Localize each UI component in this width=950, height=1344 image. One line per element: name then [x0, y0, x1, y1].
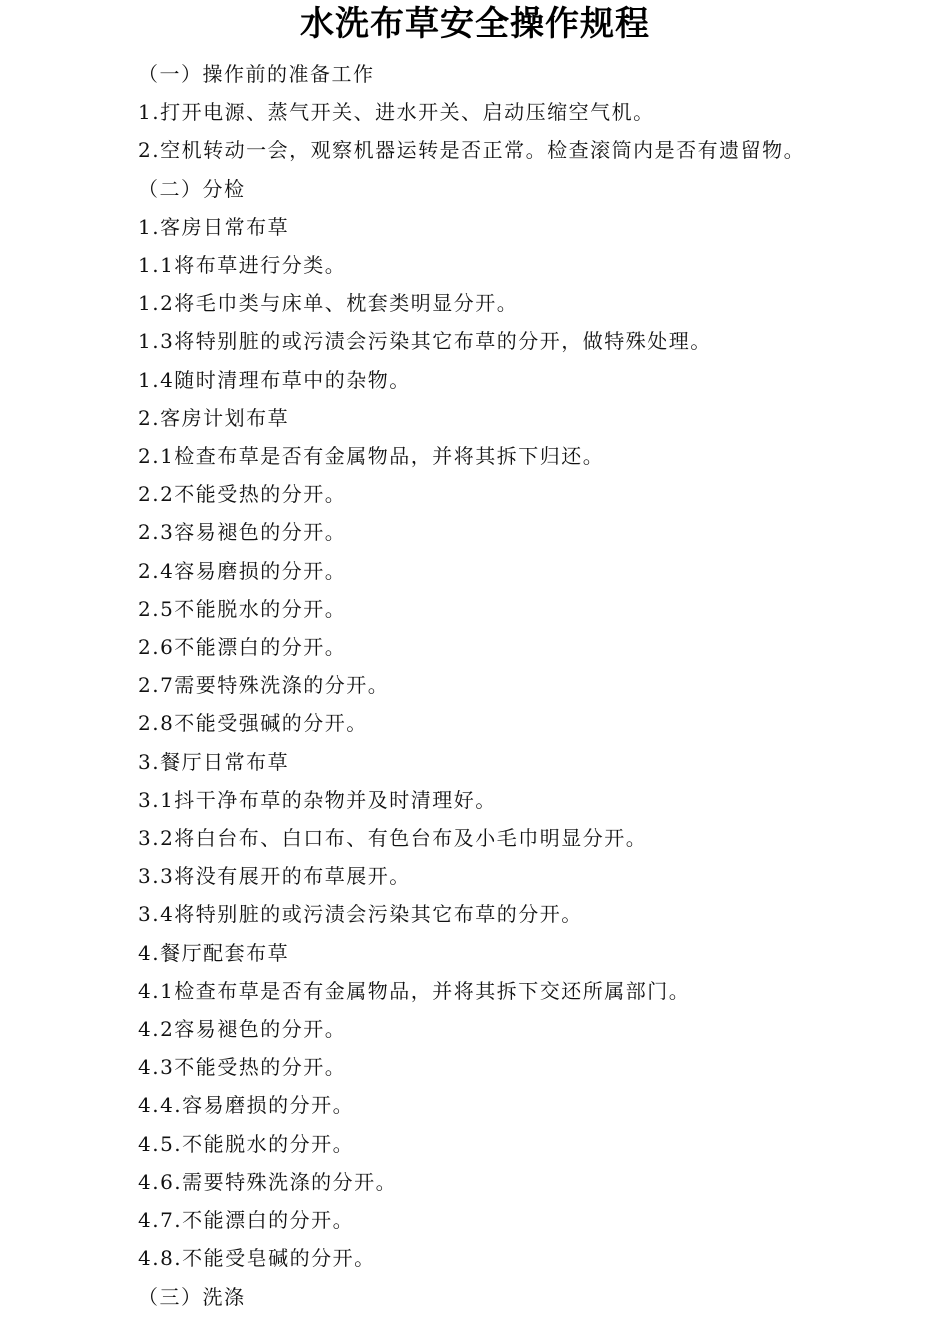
body-line: 1.3将特别脏的或污渍会污染其它布草的分开，做特殊处理。 — [138, 329, 712, 354]
body-line: 2.8不能受强碱的分开。 — [138, 711, 368, 736]
body-line: 4.5.不能脱水的分开。 — [138, 1131, 355, 1156]
body-line: 3.2将白台布、白口布、有色台布及小毛巾明显分开。 — [138, 826, 648, 851]
body-line: 4.6.需要特殊洗涤的分开。 — [138, 1169, 398, 1194]
body-line: 3.4将特别脏的或污渍会污染其它布草的分开。 — [138, 902, 583, 927]
body-line: 2.2不能受热的分开。 — [138, 482, 347, 507]
document-title: 水洗布草安全操作规程 — [300, 4, 650, 44]
body-line: 3.1抖干净布草的杂物并及时清理好。 — [138, 787, 497, 812]
body-line: 1.1将布草进行分类。 — [138, 253, 347, 278]
body-line: 2.3容易褪色的分开。 — [138, 520, 347, 545]
subsection-heading: 1.客房日常布草 — [138, 214, 290, 239]
body-line: 1.4随时清理布草中的杂物。 — [138, 367, 411, 392]
subsection-heading: 4.餐厅配套布草 — [138, 940, 290, 965]
subsection-heading: 3.餐厅日常布草 — [138, 749, 290, 774]
body-line: 1.2将毛巾类与床单、枕套类明显分开。 — [138, 291, 519, 316]
body-line: 4.3不能受热的分开。 — [138, 1055, 347, 1080]
body-line: 2.4容易磨损的分开。 — [138, 558, 347, 583]
section-heading: （三）洗涤 — [138, 1284, 246, 1309]
body-line: 3.3将没有展开的布草展开。 — [138, 864, 411, 889]
body-line: 4.8.不能受皂碱的分开。 — [138, 1246, 376, 1271]
body-line: 2.空机转动一会，观察机器运转是否正常。检查滚筒内是否有遗留物。 — [138, 138, 806, 163]
section-heading: （二）分检 — [138, 176, 246, 201]
document-body — [138, 55, 828, 1316]
body-line: 4.2容易褪色的分开。 — [138, 1017, 347, 1042]
body-line: 2.5不能脱水的分开。 — [138, 596, 347, 621]
body-line: 2.6不能漂白的分开。 — [138, 635, 347, 660]
subsection-heading: 2.客房计划布草 — [138, 405, 290, 430]
body-line: 2.7需要特殊洗涤的分开。 — [138, 673, 390, 698]
body-line: 4.7.不能漂白的分开。 — [138, 1208, 355, 1233]
body-line: 2.1检查布草是否有金属物品，并将其拆下归还。 — [138, 444, 605, 469]
body-line: 1.打开电源、蒸气开关、进水开关、启动压缩空气机。 — [138, 100, 655, 125]
body-line: 4.1检查布草是否有金属物品，并将其拆下交还所属部门。 — [138, 978, 691, 1003]
section-heading: （一）操作前的准备工作 — [138, 62, 375, 86]
body-line: 4.4.容易磨损的分开。 — [138, 1093, 355, 1118]
